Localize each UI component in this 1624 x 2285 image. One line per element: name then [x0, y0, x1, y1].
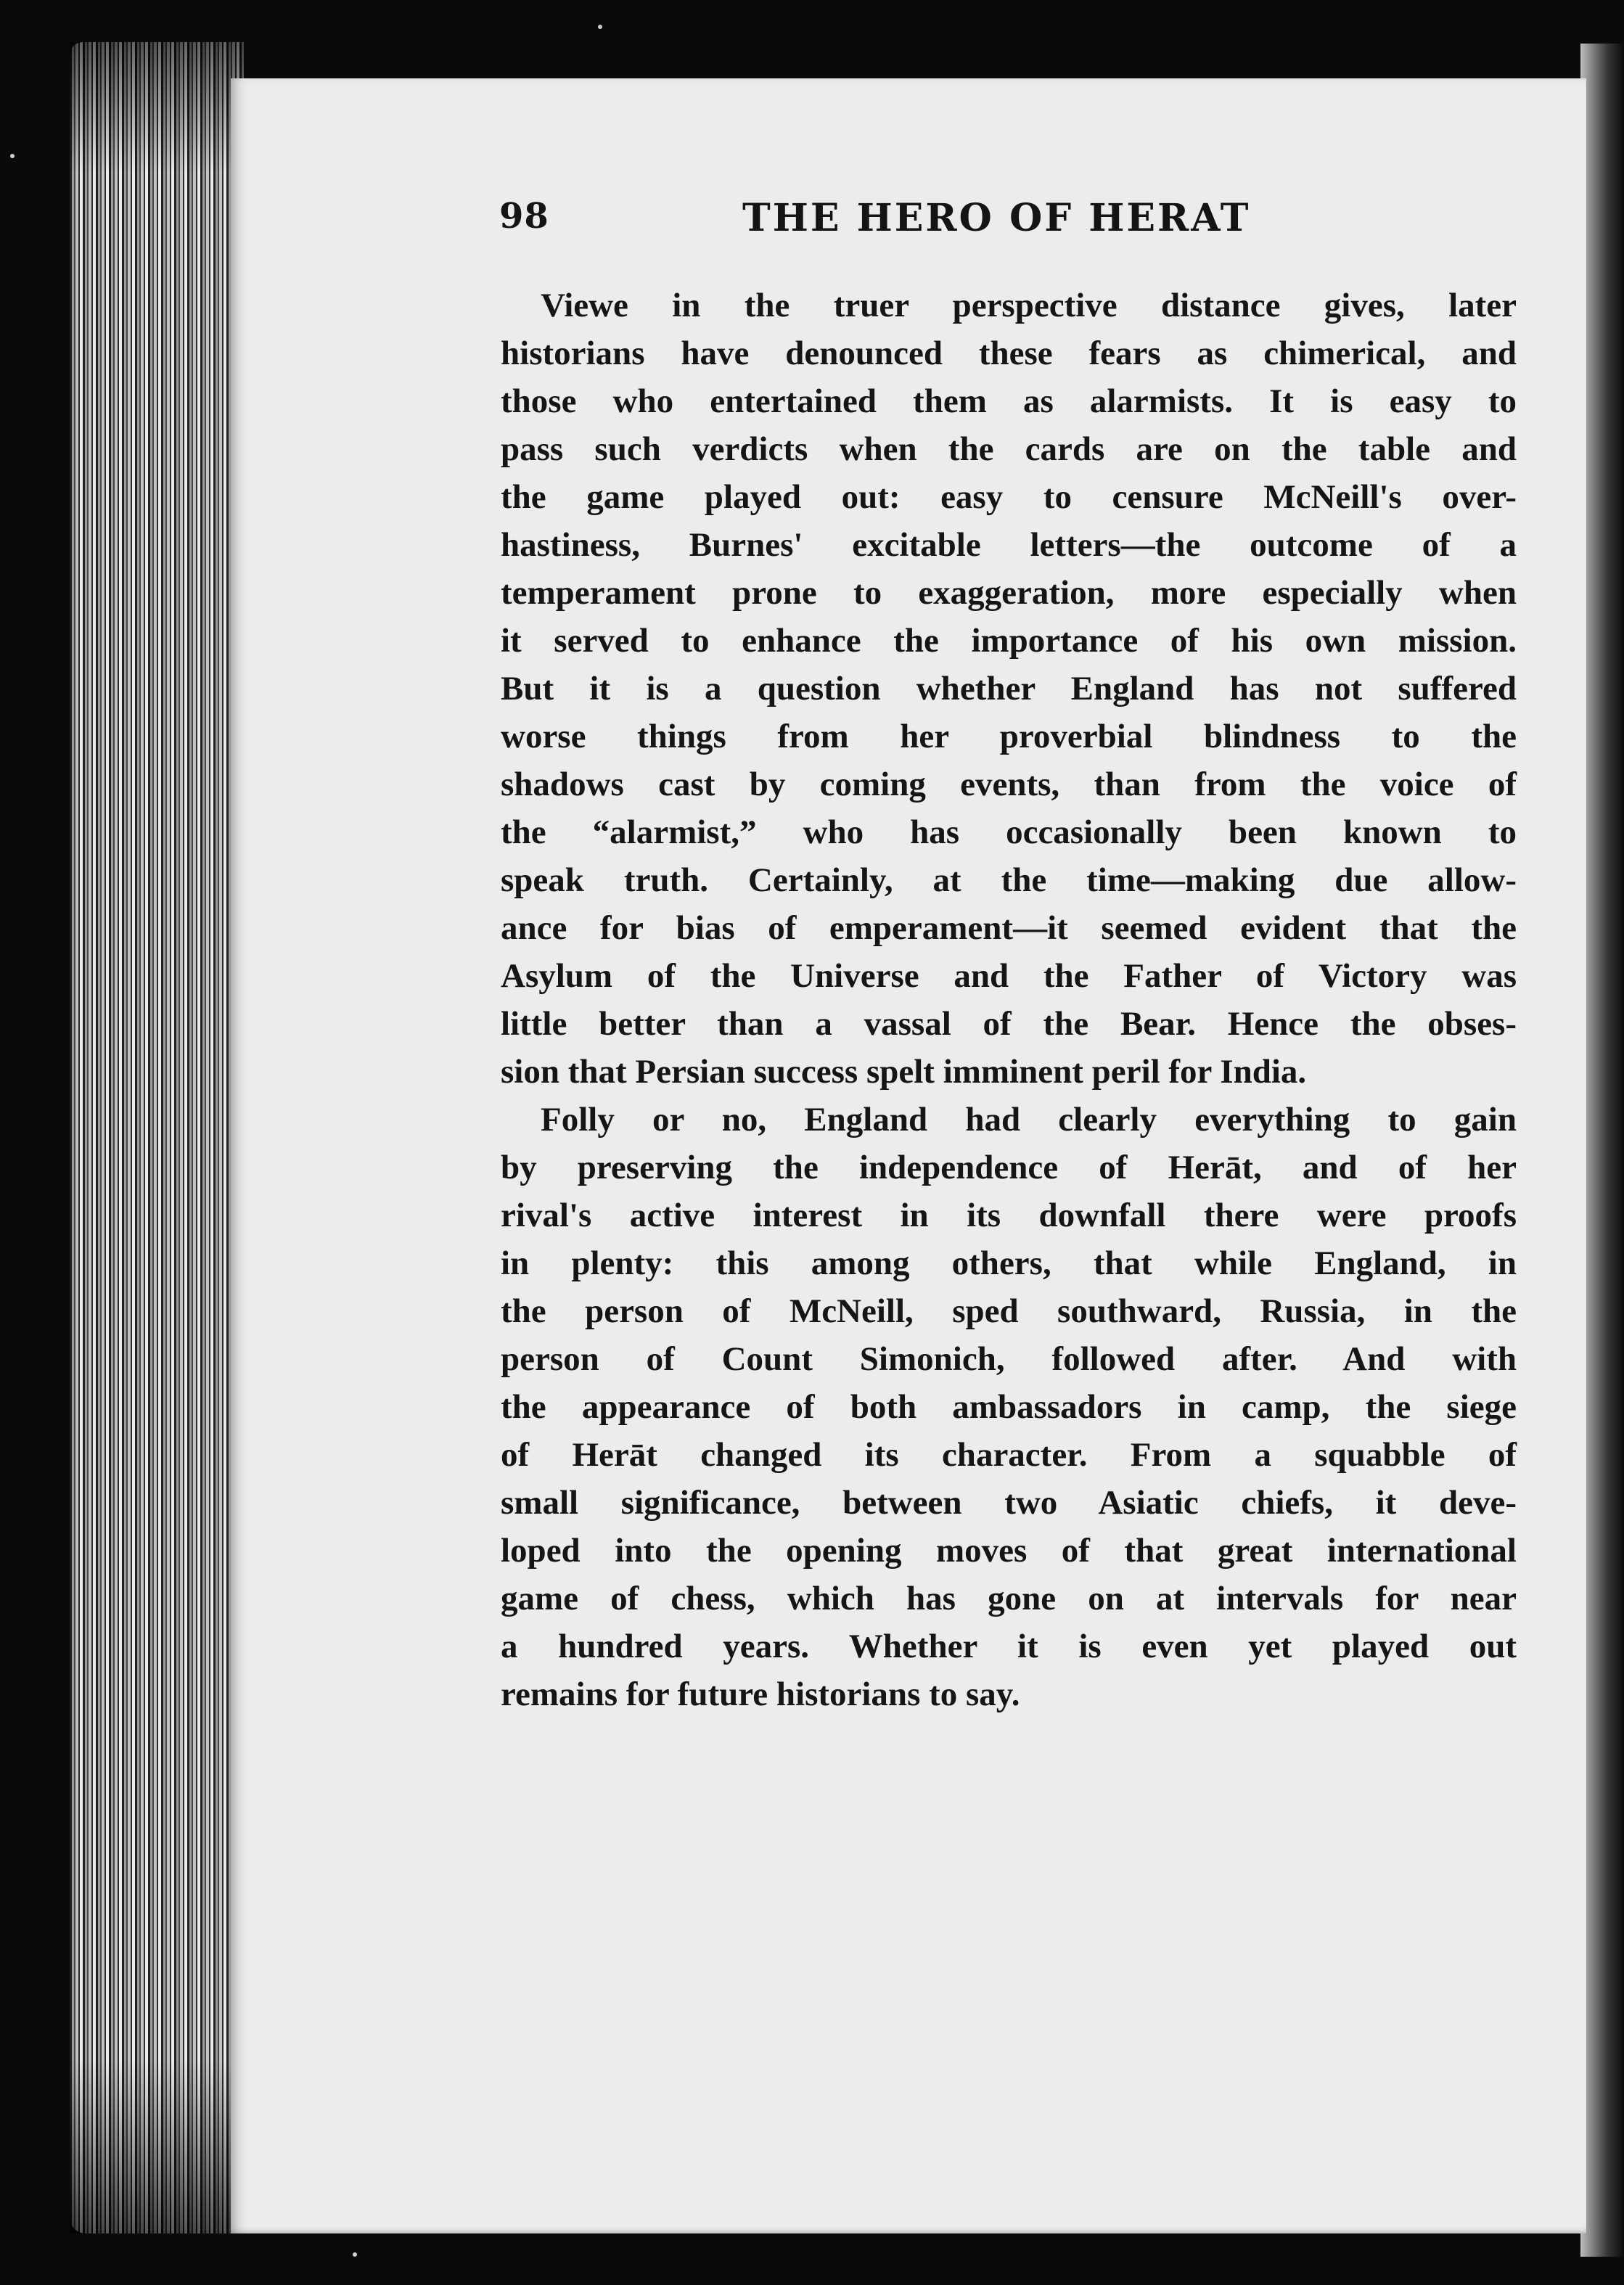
text-line: the person of McNeill, sped southward, Russia, in the	[501, 1292, 1517, 1330]
text-line: it served to enhance the importance of his own mission.	[501, 622, 1517, 660]
body-text	[501, 282, 1517, 1718]
text-line: hastiness, Burnes' excitable letters—the outcome of a	[501, 526, 1517, 564]
text-line: ance for bias of emperament—it seemed evident that the	[501, 909, 1517, 947]
text-line: by preserving the independence of Herāt, and of her	[501, 1149, 1517, 1186]
text-line: the appearance of both ambassadors in camp, the siege	[501, 1388, 1517, 1426]
text-line: a hundred years. Whether it is even yet played out	[501, 1628, 1517, 1665]
page-edges	[70, 42, 244, 2233]
text-line: Folly or no, England had clearly everything to gain	[541, 1101, 1517, 1139]
running-head	[499, 196, 1272, 242]
text-line: worse things from her proverbial blindness to the	[501, 718, 1517, 755]
running-title: THE HERO OF HERAT	[742, 196, 1251, 240]
text-line: loped into the opening moves of that great international	[501, 1532, 1517, 1570]
binding-shadow	[1580, 44, 1624, 2257]
text-line: game of chess, which has gone on at intervals for near	[501, 1580, 1517, 1617]
scan-speck	[10, 154, 15, 158]
scan-speck	[598, 25, 602, 29]
text-line: little better than a vassal of the Bear. Hence the obses-	[501, 1005, 1517, 1043]
text-line: temperament prone to exaggeration, more especially when	[501, 574, 1517, 612]
text-line: remains for future historians to say.	[501, 1675, 1020, 1713]
text-line: Asylum of the Universe and the Father of Victory was	[501, 957, 1517, 995]
text-line: Viewe in the truer perspective distance gives, later	[541, 287, 1517, 324]
text-line: the game played out: easy to censure McNeill's over-	[501, 478, 1517, 516]
text-line: rival's active interest in its downfall there were proofs	[501, 1197, 1517, 1234]
scan-speck	[353, 2252, 357, 2257]
text-line: historians have denounced these fears as chimerical, and	[501, 335, 1517, 372]
page-number: 98	[499, 196, 549, 237]
text-line: of Herāt changed its character. From a squabble of	[501, 1436, 1517, 1474]
text-line: person of Count Simonich, followed after. And with	[501, 1340, 1517, 1378]
text-line: small significance, between two Asiatic chiefs, it deve-	[501, 1484, 1517, 1522]
text-line: pass such verdicts when the cards are on the table and	[501, 430, 1517, 468]
text-line: the “alarmist,” who has occasionally been known to	[501, 813, 1517, 851]
text-line: shadows cast by coming events, than from the voice of	[501, 766, 1517, 803]
text-line: sion that Persian success spelt imminent peril for India.	[501, 1053, 1307, 1091]
text-line: But it is a question whether England has not suffered	[501, 670, 1517, 707]
text-line: those who entertained them as alarmists. It is easy to	[501, 382, 1517, 420]
text-line: speak truth. Certainly, at the time—making due allow-	[501, 861, 1517, 899]
text-line: in plenty: this among others, that while England, in	[501, 1244, 1517, 1282]
